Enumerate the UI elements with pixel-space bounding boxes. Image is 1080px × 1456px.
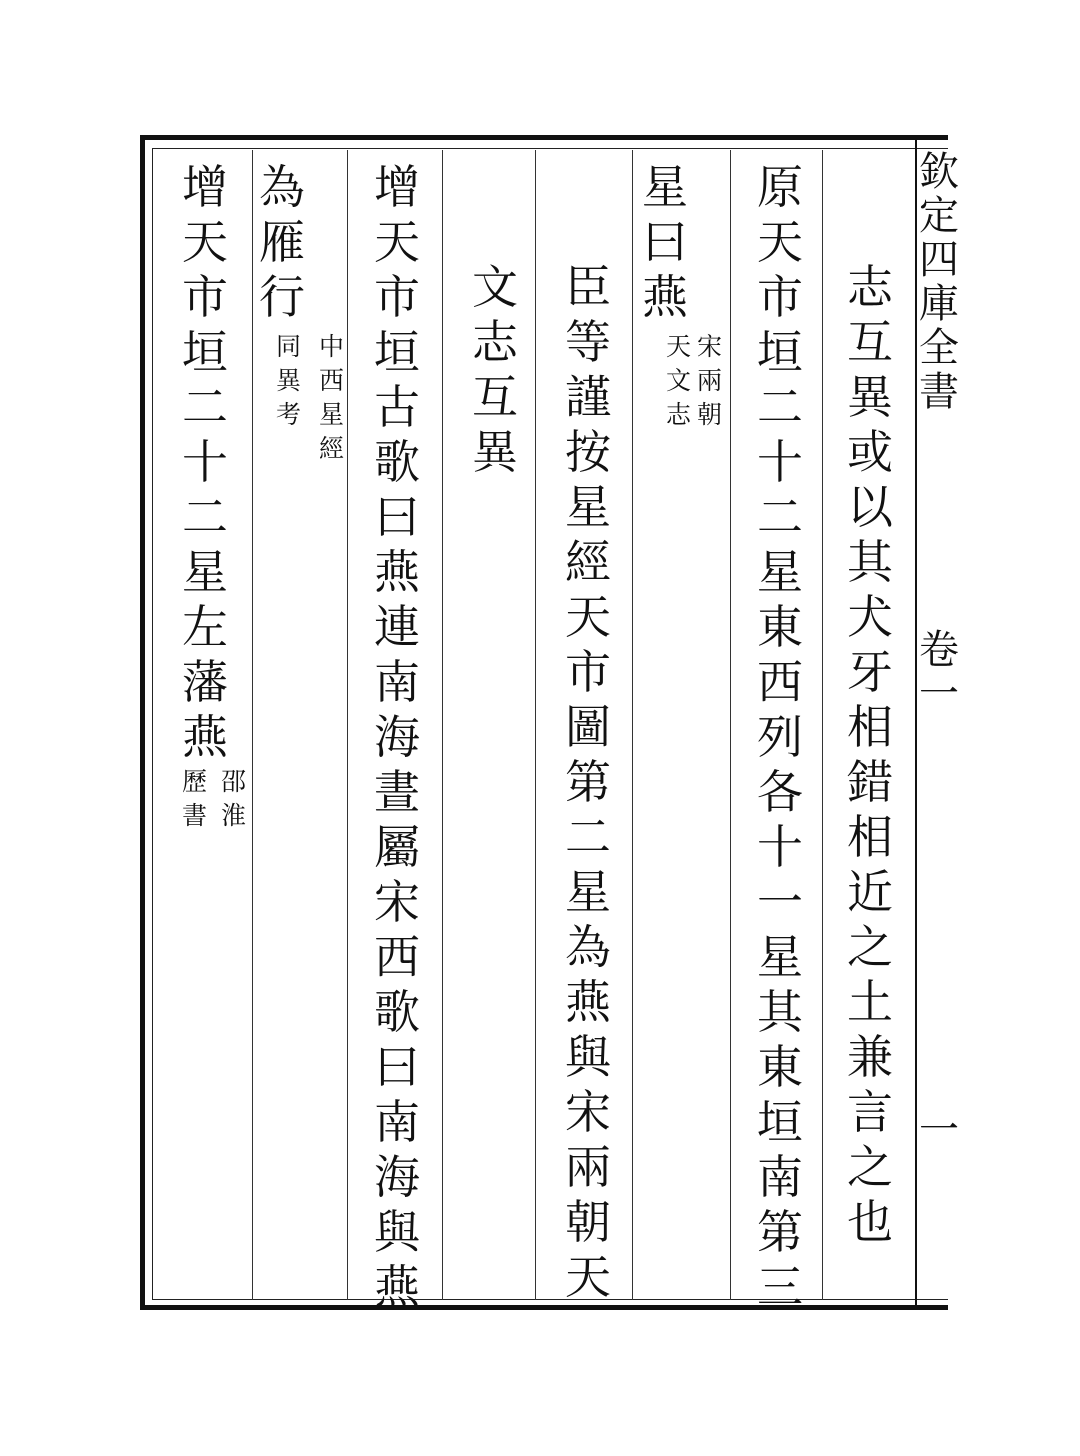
- glyph: 星: [642, 160, 688, 214]
- column-rule: [730, 150, 731, 1300]
- glyph: 二: [182, 380, 228, 434]
- glyph: 互: [472, 370, 518, 424]
- glyph: 天: [565, 590, 611, 644]
- annotation-column-7: [252, 330, 344, 466]
- glyph: 志: [665, 400, 691, 429]
- glyph: 經: [318, 434, 344, 463]
- glyph: 宋: [565, 1085, 611, 1139]
- column-rule: [632, 150, 633, 1300]
- glyph: 天: [182, 215, 228, 269]
- glyph: 其: [757, 985, 803, 1039]
- glyph: 天: [757, 215, 803, 269]
- glyph: 為: [259, 160, 305, 214]
- glyph: 列: [757, 710, 803, 764]
- glyph: 與: [565, 1030, 611, 1084]
- margin-rule: [915, 135, 917, 1310]
- text-column-1: [835, 260, 905, 1250]
- glyph: 一: [757, 875, 803, 929]
- glyph: 第: [565, 755, 611, 809]
- glyph: 原: [757, 160, 803, 214]
- glyph: 與: [374, 1205, 420, 1259]
- glyph: 謹: [565, 370, 611, 424]
- margin-page: 一: [919, 1107, 959, 1153]
- glyph: 星: [757, 545, 803, 599]
- glyph: 其: [847, 535, 893, 589]
- glyph: 淮: [220, 801, 246, 830]
- text-column-2: [740, 160, 820, 1315]
- text-column-5: [455, 260, 535, 480]
- glyph: 南: [374, 1095, 420, 1149]
- glyph: 按: [565, 425, 611, 479]
- column-rule: [347, 150, 348, 1300]
- glyph: 南: [757, 1150, 803, 1204]
- glyph: 左: [182, 600, 228, 654]
- glyph: 行: [259, 270, 305, 324]
- glyph: 市: [565, 645, 611, 699]
- glyph: 文: [472, 260, 518, 314]
- glyph: 各: [757, 765, 803, 819]
- glyph: 增: [374, 160, 420, 214]
- glyph: 市: [757, 270, 803, 324]
- column-rule: [535, 150, 536, 1300]
- glyph: 燕: [374, 545, 420, 599]
- glyph: 東: [757, 600, 803, 654]
- glyph: 土: [847, 975, 893, 1029]
- glyph: 臣: [565, 260, 611, 314]
- glyph: 星: [182, 545, 228, 599]
- glyph: 互: [847, 315, 893, 369]
- annotation-line: [276, 330, 301, 432]
- glyph: 十: [182, 435, 228, 489]
- glyph: 錯: [847, 755, 893, 809]
- text-column-4: [548, 260, 628, 1305]
- glyph: 燕: [642, 270, 688, 324]
- glyph: 相: [847, 700, 893, 754]
- glyph: 市: [374, 270, 420, 324]
- glyph: 志: [847, 260, 893, 314]
- glyph: 垣: [182, 325, 228, 379]
- glyph: 第: [757, 1205, 803, 1259]
- glyph: 異: [472, 425, 518, 479]
- column-rule: [252, 150, 253, 1300]
- glyph: 二: [182, 490, 228, 544]
- glyph: 朝: [696, 400, 722, 429]
- glyph: 東: [757, 1040, 803, 1094]
- glyph: 文: [665, 366, 691, 395]
- glyph: 也: [847, 1195, 893, 1249]
- glyph: 市: [182, 270, 228, 324]
- glyph: 以: [847, 480, 893, 534]
- glyph: 兩: [565, 1140, 611, 1194]
- text-column-3: [642, 160, 688, 325]
- glyph: 垣: [757, 1095, 803, 1149]
- glyph: 圖: [565, 700, 611, 754]
- glyph: 異: [847, 370, 893, 424]
- glyph: 燕: [182, 710, 228, 764]
- glyph: 之: [847, 920, 893, 974]
- glyph: 星: [318, 400, 344, 429]
- glyph: 垣: [757, 325, 803, 379]
- glyph: 二: [757, 380, 803, 434]
- text-column-7: [259, 160, 305, 325]
- glyph: 晝: [374, 765, 420, 819]
- annotation-column-3: [642, 330, 722, 432]
- glyph: 中: [318, 332, 344, 361]
- glyph: 朝: [565, 1195, 611, 1249]
- glyph: 邵: [220, 767, 246, 796]
- glyph: 海: [374, 1150, 420, 1204]
- glyph: 星: [757, 930, 803, 984]
- glyph: 之: [847, 1140, 893, 1194]
- glyph: 雁: [259, 215, 305, 269]
- glyph: 歌: [374, 985, 420, 1039]
- annotation-column-8: [160, 765, 246, 833]
- column-rule: [822, 150, 823, 1300]
- glyph: 二: [565, 810, 611, 864]
- glyph: 西: [374, 930, 420, 984]
- glyph: 言: [847, 1085, 893, 1139]
- glyph: 星: [565, 865, 611, 919]
- annotation-line: [221, 765, 246, 833]
- annotation-line: [182, 765, 207, 833]
- glyph: 或: [847, 425, 893, 479]
- annotation-line: [666, 330, 691, 432]
- glyph: 星: [565, 480, 611, 534]
- glyph: 書: [181, 801, 207, 830]
- glyph: 同: [275, 332, 301, 361]
- glyph: 歷: [181, 767, 207, 796]
- glyph: 藩: [182, 655, 228, 709]
- glyph: 二: [757, 490, 803, 544]
- annotation-line: [319, 330, 344, 466]
- glyph: 燕: [374, 1260, 420, 1314]
- glyph: 異: [275, 366, 301, 395]
- glyph: 經: [565, 535, 611, 589]
- glyph: 西: [318, 366, 344, 395]
- glyph: 燕: [565, 975, 611, 1029]
- glyph: 志: [472, 315, 518, 369]
- glyph: 連: [374, 600, 420, 654]
- glyph: 三: [757, 1260, 803, 1314]
- glyph: 牙: [847, 645, 893, 699]
- glyph: 為: [565, 920, 611, 974]
- glyph: 天: [374, 215, 420, 269]
- margin-title: 欽 定 四 庫 全 書: [919, 149, 959, 415]
- glyph: 歌: [374, 435, 420, 489]
- glyph: 曰: [374, 490, 420, 544]
- text-column-6: [357, 160, 437, 1315]
- margin-juan: 卷 一: [919, 627, 959, 717]
- glyph: 宋: [696, 332, 722, 361]
- glyph: 等: [565, 315, 611, 369]
- glyph: 曰: [374, 1040, 420, 1094]
- glyph: 犬: [847, 590, 893, 644]
- glyph: 垣: [374, 325, 420, 379]
- glyph: 相: [847, 810, 893, 864]
- glyph: 十: [757, 435, 803, 489]
- glyph: 曰: [642, 215, 688, 269]
- glyph: 南: [374, 655, 420, 709]
- glyph: 近: [847, 865, 893, 919]
- glyph: 宋: [374, 875, 420, 929]
- glyph: 增: [182, 160, 228, 214]
- text-column-8: [165, 160, 245, 765]
- glyph: 考: [275, 400, 301, 429]
- glyph: 兼: [847, 1030, 893, 1084]
- glyph: 十: [757, 820, 803, 874]
- glyph: 天: [665, 332, 691, 361]
- glyph: 屬: [374, 820, 420, 874]
- column-rule: [442, 150, 443, 1300]
- annotation-line: [697, 330, 722, 432]
- glyph: 海: [374, 710, 420, 764]
- glyph: 天: [565, 1250, 611, 1304]
- glyph: 西: [757, 655, 803, 709]
- glyph: 兩: [696, 366, 722, 395]
- glyph: 古: [374, 380, 420, 434]
